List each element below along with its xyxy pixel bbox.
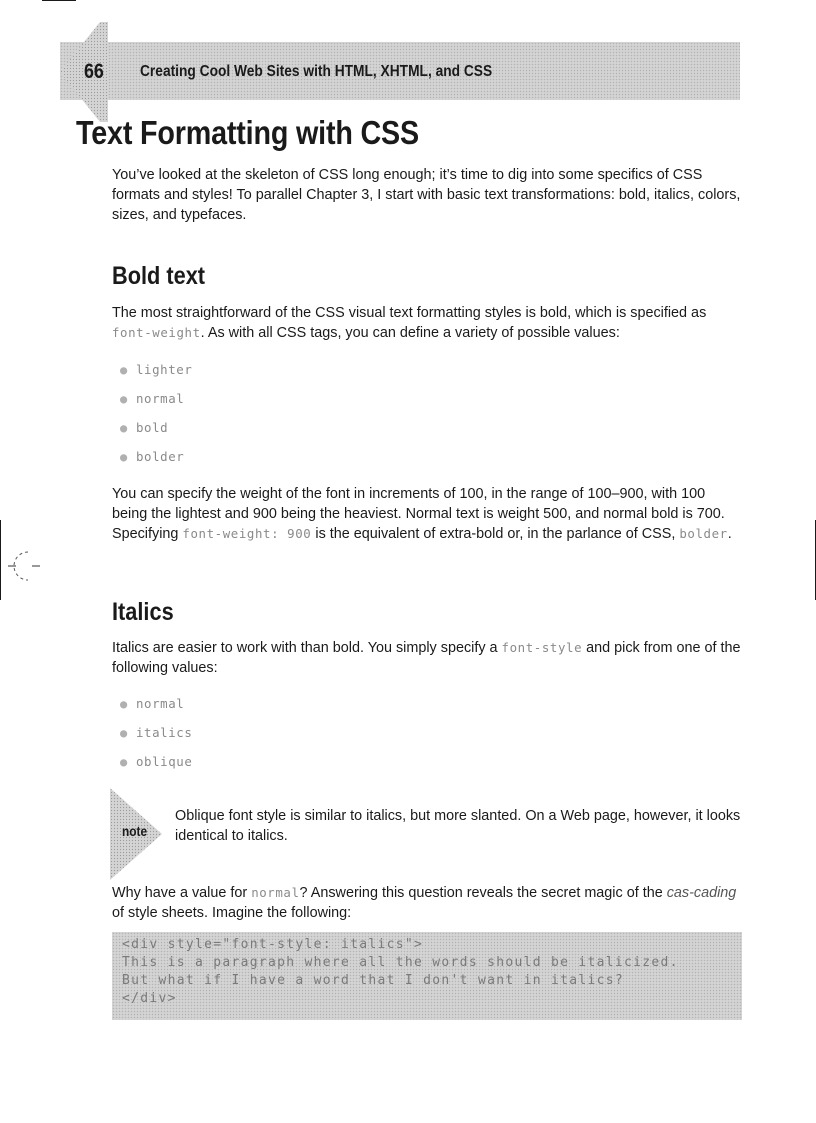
intro-paragraph: You’ve looked at the skeleton of CSS long enough; it’s time to dig into some specifics of CSS formats and styles! To parallel Chapter 3, I start with basic text transformations: bold, italics, colors, sizes, and typefaces. — [112, 167, 741, 223]
page-number: 66 — [84, 60, 104, 83]
italics-heading: Italics — [112, 598, 174, 626]
left-margin-rule — [0, 520, 1, 600]
list-item: ● lighter — [120, 362, 193, 377]
list-item: ● normal — [120, 391, 185, 406]
crop-mark-icon — [8, 546, 40, 586]
code-line: </div> — [122, 991, 177, 1006]
font-weight-values-list — [120, 360, 192, 476]
code-example — [112, 932, 742, 1020]
italics-intro-paragraph: Italics are easier to work with than bold. You simply specify a font-style and pick from one of the following values: — [112, 640, 741, 676]
note-text: Oblique font style is similar to italics, but more slanted. On a Web page, however, it looks identical to italics. — [175, 808, 741, 844]
list-item: ● normal — [120, 696, 185, 711]
list-item: ● bold — [120, 420, 169, 435]
list-item: ● bolder — [120, 449, 185, 464]
font-weight-code: font-weight — [112, 325, 201, 340]
section-title: Text Formatting with CSS — [76, 114, 420, 151]
note-label: note — [122, 823, 148, 839]
font-style-values-list — [120, 694, 192, 781]
corner-rule — [42, 0, 76, 1]
font-weight-explanation: You can specify the weight of the font in increments of 100, in the range of 100–900, with 100 being the lightest and 900 being the heaviest. Normal text is weight 500, and normal bold is 700. Specifying font-weight: 900 is the equivalent of extra-bold or, in the parlance of CSS, bolder. — [112, 486, 732, 542]
running-head: Creating Cool Web Sites with HTML, XHTML, and CSS — [140, 63, 493, 80]
code-line: This is a paragraph where all the words should be italicized. — [122, 955, 679, 970]
code-line: But what if I have a word that I don't want in italics? — [122, 973, 624, 988]
bold-text-heading: Bold text — [112, 262, 206, 290]
bold-intro-paragraph: The most straightforward of the CSS visual text formatting styles is bold, which is specified as font-weight. As with all CSS tags, you can define a variety of possible values: — [112, 305, 707, 341]
code-line: <div style="font-style: italics"> — [122, 937, 424, 952]
list-item: ● oblique — [120, 754, 193, 769]
list-item: ● italics — [120, 725, 193, 740]
cascading-paragraph: Why have a value for normal? Answering this question reveals the secret magic of the cas-cading of style sheets. Imagine the following: — [112, 885, 737, 921]
